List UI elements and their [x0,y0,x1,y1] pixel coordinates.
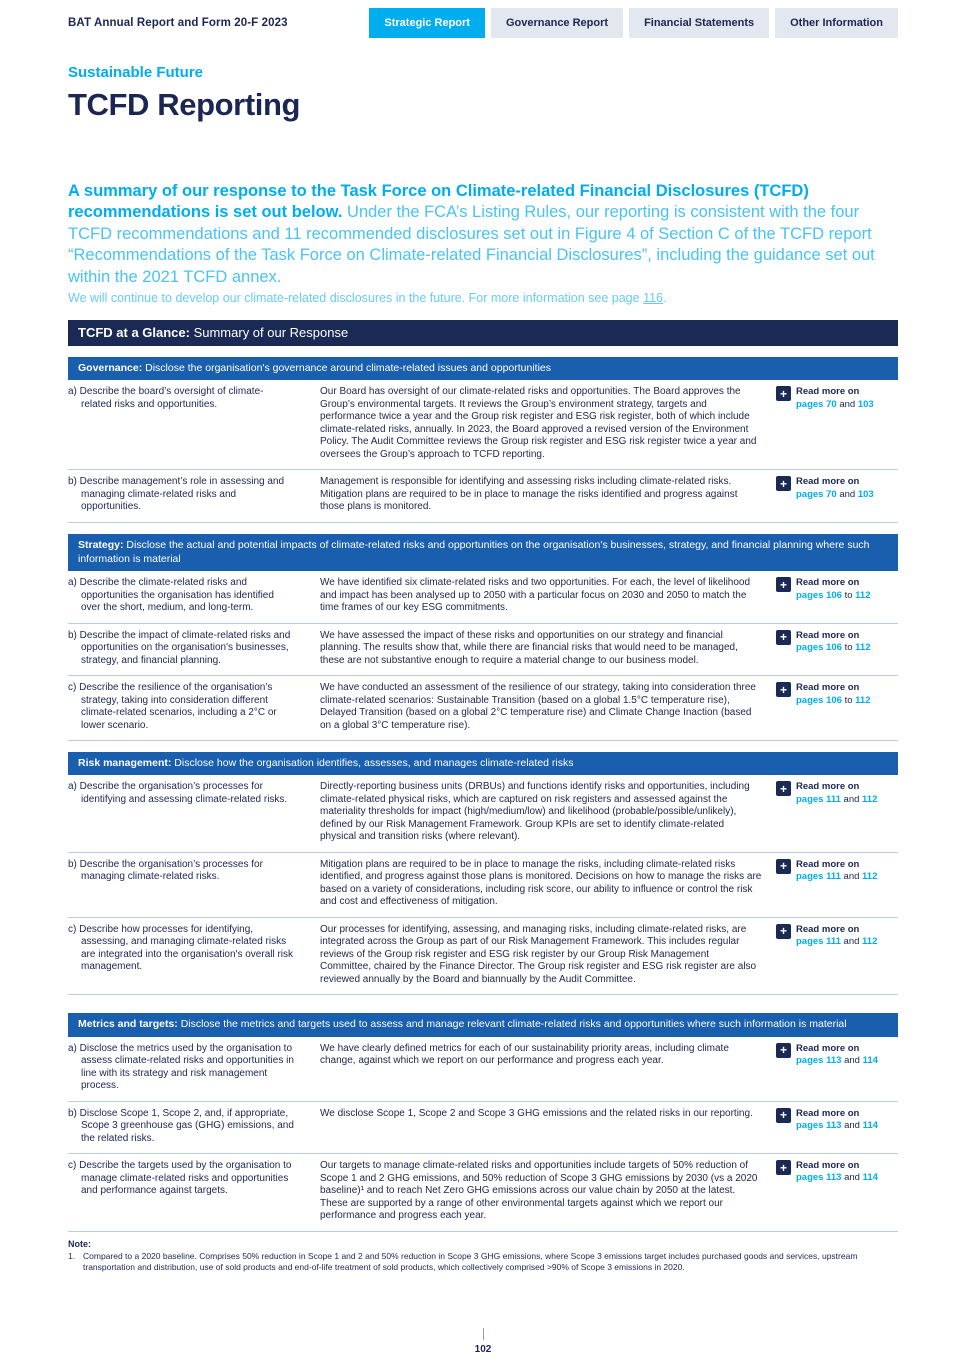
plus-icon[interactable]: + [776,1043,791,1058]
table-row [68,775,898,853]
table-row [68,1037,898,1102]
page-ref-link[interactable]: 114 [862,1054,878,1066]
plus-icon[interactable]: + [776,1108,791,1123]
tab-governance-report[interactable]: Governance Report [491,8,623,38]
read-more-label: Read more on [796,629,860,641]
page-ref-link[interactable]: pages 106 [796,694,842,706]
table-row [68,1154,898,1232]
section-risk-management [68,752,898,995]
intro-bold-text: A summary of our response to the Task Force on Climate-related Financial Disclosures (TCFD) recommendations is set out below. [68,182,809,222]
page-ref-connector: to [844,642,853,654]
read-more-link[interactable] [776,781,898,844]
section-title-bold: Metrics and targets: [78,1018,178,1031]
read-more-link[interactable] [776,682,898,732]
page-ref-link[interactable]: pages 70 [796,488,837,500]
disclosure-response: Directly-reporting business units (DRBUs) and functions identify risks and opportunities, including climate-related physical risks, which are captured on risk registers and assessed against the materiality thresholds for impact (high/medium/low) and likelihood (probable/possible/unlikely), defined by our Risk Management Framework. Group KPIs are set to identify climate-related physical and transition risks (where relevant). [320,781,750,843]
page-number: 102 [474,1344,492,1355]
footnote-title: Note: [68,1238,91,1249]
table-row [68,1102,898,1155]
tab-other-information[interactable]: Other Information [775,8,898,38]
plus-icon[interactable]: + [776,476,791,491]
page-ref-link[interactable]: 112 [855,694,871,706]
page-ref-link[interactable]: 112 [862,871,878,883]
read-more-text [796,924,877,949]
page-ref-link[interactable]: 103 [857,398,874,410]
top-header [0,0,966,38]
read-more-label: Read more on [796,923,860,935]
disclosure-question: a) Describe the organisation’s processes for identifying and assessing climate-related risks. [68,781,288,805]
disclosure-question: c) Describe the targets used by the organisation to manage climate-related risks and opportunities and performance against targets. [68,1160,292,1197]
read-more-link[interactable] [776,859,898,909]
page-ref-link[interactable]: pages 111 [796,936,841,948]
read-more-text [796,781,877,806]
read-more-text [796,682,871,707]
section-title-regular: Disclose how the organisation identifies, assesses, and manages climate-related risks [171,757,574,770]
read-more-text [796,386,874,411]
disclosure-response: We have assessed the impact of these risks and opportunities on our strategy and financial planning. The results show that, while there are financial risks that would need to be managed, these are not substantive enough to require a material change to our business model. [320,629,738,666]
page-ref-link[interactable]: pages 113 [796,1119,842,1131]
intro-note-pre: We will continue to develop our climate-related disclosures in the future. For more information see page [68,291,644,306]
page-ref-link[interactable]: 114 [862,1119,878,1131]
table-row [68,853,898,918]
page-ref-connector: and [844,1172,860,1184]
footer-divider [483,1328,484,1340]
page-ref-connector: and [844,1054,860,1066]
plus-icon[interactable]: + [776,924,791,939]
intro-regular-text: Under the FCA’s Listing Rules, our reporting is consistent with the four TCFD recommendations and 11 recommended disclosures set out in Figure 4 of Section C of the TCFD report “Recommendations of the Task Force on Climate-related Financial Disclosures”, including the guidance set out within the 2021 TCFD annex. [68,203,875,286]
disclosure-question: c) Describe how processes for identifying, assessing, and managing climate-related risks are integrated into the organisation's overall risk management. [68,923,294,973]
plus-icon[interactable]: + [776,630,791,645]
read-more-link[interactable] [776,476,898,514]
section-title-regular: Disclose the metrics and targets used to assess and manage relevant climate-related risks and opportunities where such information is material [177,1018,847,1031]
disclosure-response: We have clearly defined metrics for each of our sustainability priority areas, including climate change, against which we report on our performance and progress each year. [320,1042,729,1067]
section-governance-header [68,357,898,380]
disclosure-response: Our Board has oversight of our climate-related risks and opportunities. The Board approves the Group’s environmental targets. It reviews the Group’s environment strategy, targets and performance twice a year and the Group risk register and ESG risk register, both of which include climate-related risks, annually. In 2023, the Board approved a revised version of the Environment Policy. The Audit Committee reviews the Group risk register and ESG risk register twice a year and oversees the Group’s approach to TCFD reporting. [320,386,757,460]
page-ref-link[interactable]: pages 106 [796,642,842,654]
page-ref-connector: and [843,871,860,883]
section-metrics-targets [68,1013,898,1231]
page-ref-link[interactable]: pages 111 [796,793,841,805]
disclosure-question: a) Describe the board’s oversight of climate-related risks and opportunities. [68,386,264,410]
page-ref-link[interactable]: pages 113 [796,1172,842,1184]
table-row [68,380,898,470]
tab-financial-statements[interactable]: Financial Statements [629,8,769,38]
section-strategy-header [68,534,898,571]
top-tabs [369,8,898,38]
read-more-link[interactable] [776,630,898,668]
disclosure-question: a) Describe the climate-related risks and opportunities the organisation has identified over the short, medium, and long-term. [68,577,274,614]
table-row [68,676,898,741]
read-more-label: Read more on [796,781,860,793]
read-more-text [796,1108,878,1133]
intro-paragraph [68,181,898,288]
section-strategy [68,534,898,741]
read-more-link[interactable] [776,386,898,461]
page-footer [0,1328,966,1355]
section-metrics-targets-header [68,1013,898,1036]
page-ref-connector: to [844,589,853,601]
read-more-text [796,476,874,501]
page-ref-connector: and [843,793,860,805]
read-more-label: Read more on [796,1160,860,1172]
page-ref-link[interactable]: pages 70 [796,398,837,410]
page-ref-link[interactable]: pages 111 [796,871,841,883]
footnote-text: Compared to a 2020 baseline. Comprises 50% reduction in Scope 1 and 2 and 50% reduction in Scope 3 GHG emissions, where Scope 3 emissions target includes purchased goods and services, upstream transportation and distribution, use of sold products and end-of-life treatment of sold products, which collectively comprised >90% of Scope 3 emissions in 2020. [83,1250,858,1273]
read-more-text [796,1160,878,1185]
page-content [0,64,966,1273]
plus-icon[interactable]: + [776,781,791,796]
page-116-link[interactable]: 116 [643,291,663,306]
disclosure-response: Mitigation plans are required to be in place to manage the risks, including climate-related risks identified, and progress against those plans is monitored. Decisions on how to manage the risks are based on a variety of considerations, including risk score, our ability to influence or control the risk and cost and effectiveness of mitigation. [320,858,762,908]
read-more-link[interactable] [776,1160,898,1223]
tab-strategic-report[interactable]: Strategic Report [369,8,485,38]
read-more-label: Read more on [796,476,860,488]
page-ref-link[interactable]: 112 [855,642,871,654]
read-more-link[interactable] [776,1108,898,1146]
section-title-regular: Disclose the organisation's governance around climate-related issues and opportunities [142,362,552,375]
disclosure-question: b) Describe the impact of climate-related risks and opportunities on the organisation's businesses, strategy, and financial planning. [68,629,291,666]
table-row [68,918,898,996]
disclosure-response: Management is responsible for identifying and assessing risks including climate-related risks. Mitigation plans are required to be in place to manage the risks identified and progress against those plans is monitored. [320,476,738,513]
read-more-label: Read more on [796,577,860,589]
read-more-link[interactable] [776,1043,898,1093]
intro-note [68,291,898,305]
section-label: Sustainable Future [68,64,204,81]
read-more-link[interactable] [776,577,898,615]
disclosure-question: b) Disclose Scope 1, Scope 2, and, if appropriate, Scope 3 greenhouse gas (GHG) emissions, and the related risks. [68,1107,294,1144]
read-more-text [796,577,871,602]
plus-icon[interactable]: + [776,1160,791,1175]
page-ref-link[interactable]: 112 [855,589,871,601]
plus-icon[interactable]: + [776,386,791,401]
page-ref-link[interactable]: 112 [862,936,878,948]
read-more-text [796,1043,878,1068]
disclosure-response: We disclose Scope 1, Scope 2 and Scope 3 GHG emissions and the related risks in our reporting. [320,1107,753,1119]
page-title: TCFD Reporting [68,87,301,122]
tcfd-table-header [68,320,898,346]
disclosure-question: b) Describe management’s role in assessing and managing climate-related risks and opportunities. [68,476,285,513]
plus-icon[interactable]: + [776,682,791,697]
page-ref-link[interactable]: 103 [857,488,874,500]
page-ref-link[interactable]: 112 [862,793,878,805]
plus-icon[interactable]: + [776,859,791,874]
page-ref-connector: to [844,694,853,706]
disclosure-question: c) Describe the resilience of the organisation’s strategy, taking into consideration different climate-related scenarios, including a 2°C or lower scenario. [68,682,277,731]
section-title-bold: Risk management: [78,757,172,770]
section-title-bold: Governance: [78,362,143,375]
disclosure-question: b) Describe the organisation’s processes for managing climate-related risks. [68,858,263,883]
page-ref-connector: and [844,1119,860,1131]
section-governance [68,357,898,523]
section-title-regular: Disclose the actual and potential impacts of climate-related risks and opportunities on the organisation's businesses, strategy, and financial planning where such information is material [78,538,870,566]
table-row [68,624,898,677]
disclosure-response: Our targets to manage climate-related risks and opportunities include targets of 50% reduction of Scope 1 and 2 GHG emissions, and 50% reduction of Scope 3 GHG emissions by 2030 (vs a 2020 baseline)¹ and to reach Net Zero GHG emissions across our value chain by 2050 at the latest. These are supported by a range of other environmental targets against which we report our performance and progress each year. [320,1160,758,1222]
read-more-label: Read more on [796,1042,860,1054]
disclosure-response: We have identified six climate-related risks and two opportunities. For each, the level of likelihood and impact has been analysed up to 2050 with a particular focus on 2030 and 2050 to match the time frames of our key ESG commitments. [320,577,751,614]
footnote-number: 1. [68,1250,76,1261]
read-more-link[interactable] [776,924,898,987]
read-more-label: Read more on [796,386,860,398]
section-risk-management-header [68,752,898,775]
table-header-bold: TCFD at a Glance: [78,325,190,341]
page-ref-link[interactable]: 114 [862,1172,878,1184]
plus-icon[interactable]: + [776,577,791,592]
footnote-area [68,1239,898,1274]
table-header-regular: Summary of our Response [189,325,349,341]
disclosure-response: We have conducted an assessment of the resilience of our strategy, taking into consideration three climate-related scenarios: Sustainable Transition (based on a global 1.5°C temperature rise), Delayed Transition (based on a global 2°C temperature rise) and Climate Change Inaction (based on a global 3°C temperature rise). [320,682,756,731]
read-more-label: Read more on [796,682,860,694]
read-more-label: Read more on [796,1107,860,1119]
section-title-bold: Strategy: [78,538,124,551]
page-ref-connector: and [839,398,856,410]
table-row [68,470,898,523]
page-ref-connector: and [843,936,860,948]
read-more-text [796,859,877,884]
table-row [68,571,898,624]
read-more-text [796,630,871,655]
page-ref-link[interactable]: pages 113 [796,1054,842,1066]
intro-note-post: . [663,291,667,306]
page-ref-link[interactable]: pages 106 [796,589,842,601]
page-ref-connector: and [839,488,856,500]
footnote-item [68,1251,898,1274]
report-title: BAT Annual Report and Form 20-F 2023 [68,17,288,29]
read-more-label: Read more on [796,858,860,870]
disclosure-response: Our processes for identifying, assessing, and managing risks, including climate-related risks, are integrated across the Group as part of our Risk Management Framework. This includes regular reviews of the Group risk register and ESG risk register by our Group Risk Management Committee, chaired by the Finance Director. The Group risk register and ESG risk register are also reviewed annually by the Board and biannually by the Audit Committee. [320,923,757,985]
disclosure-question: a) Disclose the metrics used by the organisation to assess climate-related risks and opportunities in line with its strategy and risk management process. [68,1042,294,1092]
